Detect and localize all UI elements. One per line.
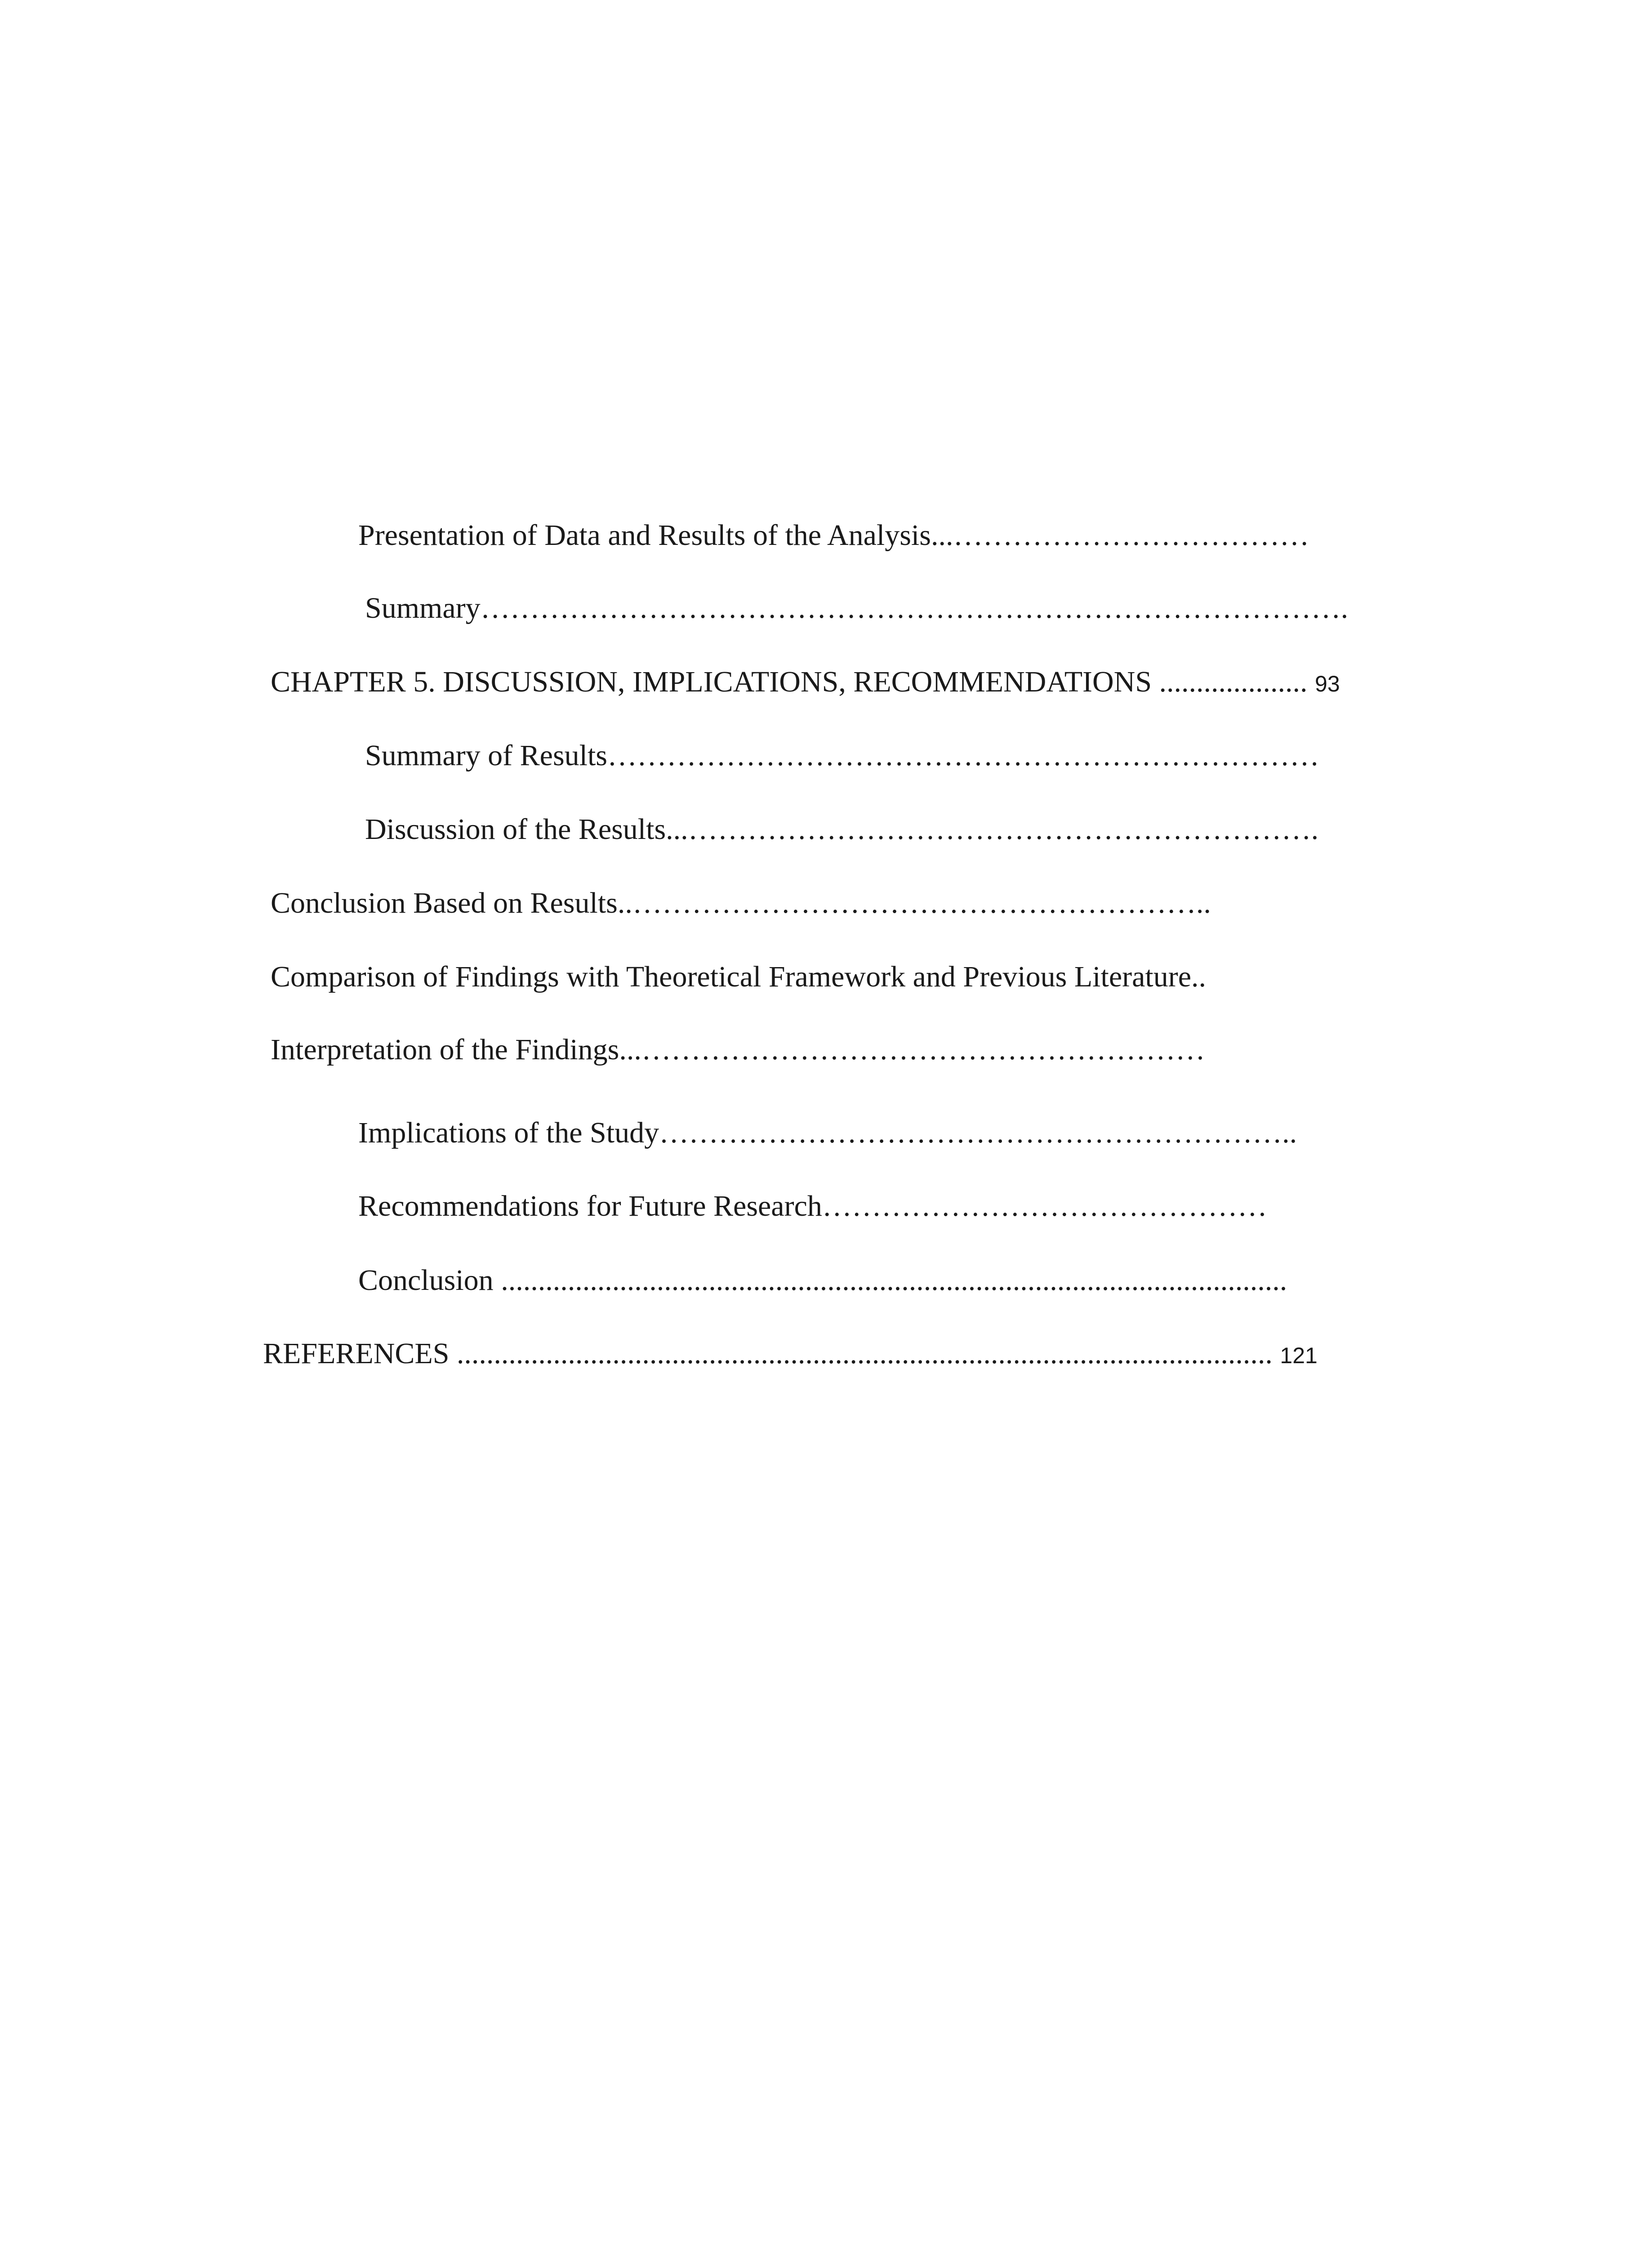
toc-entry-title: Summary of Results <box>365 739 607 772</box>
toc-dot-leader: .............................................................................................................. <box>449 1337 1273 1370</box>
toc-entry-title: CHAPTER 5. DISCUSSION, IMPLICATIONS, RECOMMENDATIONS <box>271 665 1152 698</box>
toc-dot-leader: .......................................................................................................... <box>493 1264 1287 1297</box>
toc-entry-title: Recommendations for Future Research <box>358 1190 822 1222</box>
toc-entry-comparison-of-findings <box>271 962 1206 992</box>
toc-entry-chapter-5 <box>271 667 1340 697</box>
toc-dot-leader: ……………………………………………………………… <box>607 739 1319 772</box>
toc-entry-title: Conclusion Based on Results <box>271 887 618 919</box>
toc-entry-summary-of-results <box>365 741 1319 771</box>
toc-entry-conclusion-based-on-results <box>271 888 1211 918</box>
toc-entry-conclusion <box>358 1266 1287 1295</box>
toc-dot-leader: ……………………………………………………….. <box>659 1116 1297 1149</box>
toc-entry-summary <box>365 593 1348 623</box>
toc-dot-leader: .................... <box>1152 665 1308 698</box>
toc-entry-title: Discussion of the Results <box>365 813 666 846</box>
toc-dot-leader: ……………………………………… <box>822 1190 1267 1222</box>
toc-entry-interpretation-of-findings <box>271 1035 1205 1065</box>
toc-entry-discussion-of-results <box>365 815 1318 844</box>
toc-entry-title: Summary <box>365 592 481 624</box>
toc-dot-leader: ……………………………………………………………………………. <box>480 592 1349 624</box>
toc-entry-title: Interpretation of the Findings <box>271 1033 619 1066</box>
toc-dot-leader: .. <box>1191 960 1207 993</box>
toc-dot-leader: ...……………………………… <box>931 519 1309 552</box>
toc-entry-implications-of-study <box>358 1118 1297 1148</box>
toc-entry-title: Conclusion <box>358 1264 494 1297</box>
toc-entry-title: Presentation of Data and Results of the Analysis <box>358 519 931 552</box>
toc-entry-title: Implications of the Study <box>358 1116 659 1149</box>
toc-page-number: 121 <box>1280 1343 1318 1368</box>
toc-dot-leader: ..………………………………………………….. <box>617 887 1211 919</box>
toc-dot-leader: ...………………………………………………………. <box>666 813 1319 846</box>
toc-dot-leader: ...………………………………………………… <box>619 1033 1205 1066</box>
toc-entry-title: Comparison of Findings with Theoretical Framework and Previous Literature <box>271 960 1192 993</box>
toc-entry-presentation-of-data <box>358 521 1309 550</box>
toc-entry-recommendations-future-research <box>358 1191 1267 1221</box>
toc-entry-references <box>263 1339 1318 1369</box>
toc-entry-title: REFERENCES <box>263 1337 450 1370</box>
toc-page-number: 93 <box>1315 671 1340 696</box>
